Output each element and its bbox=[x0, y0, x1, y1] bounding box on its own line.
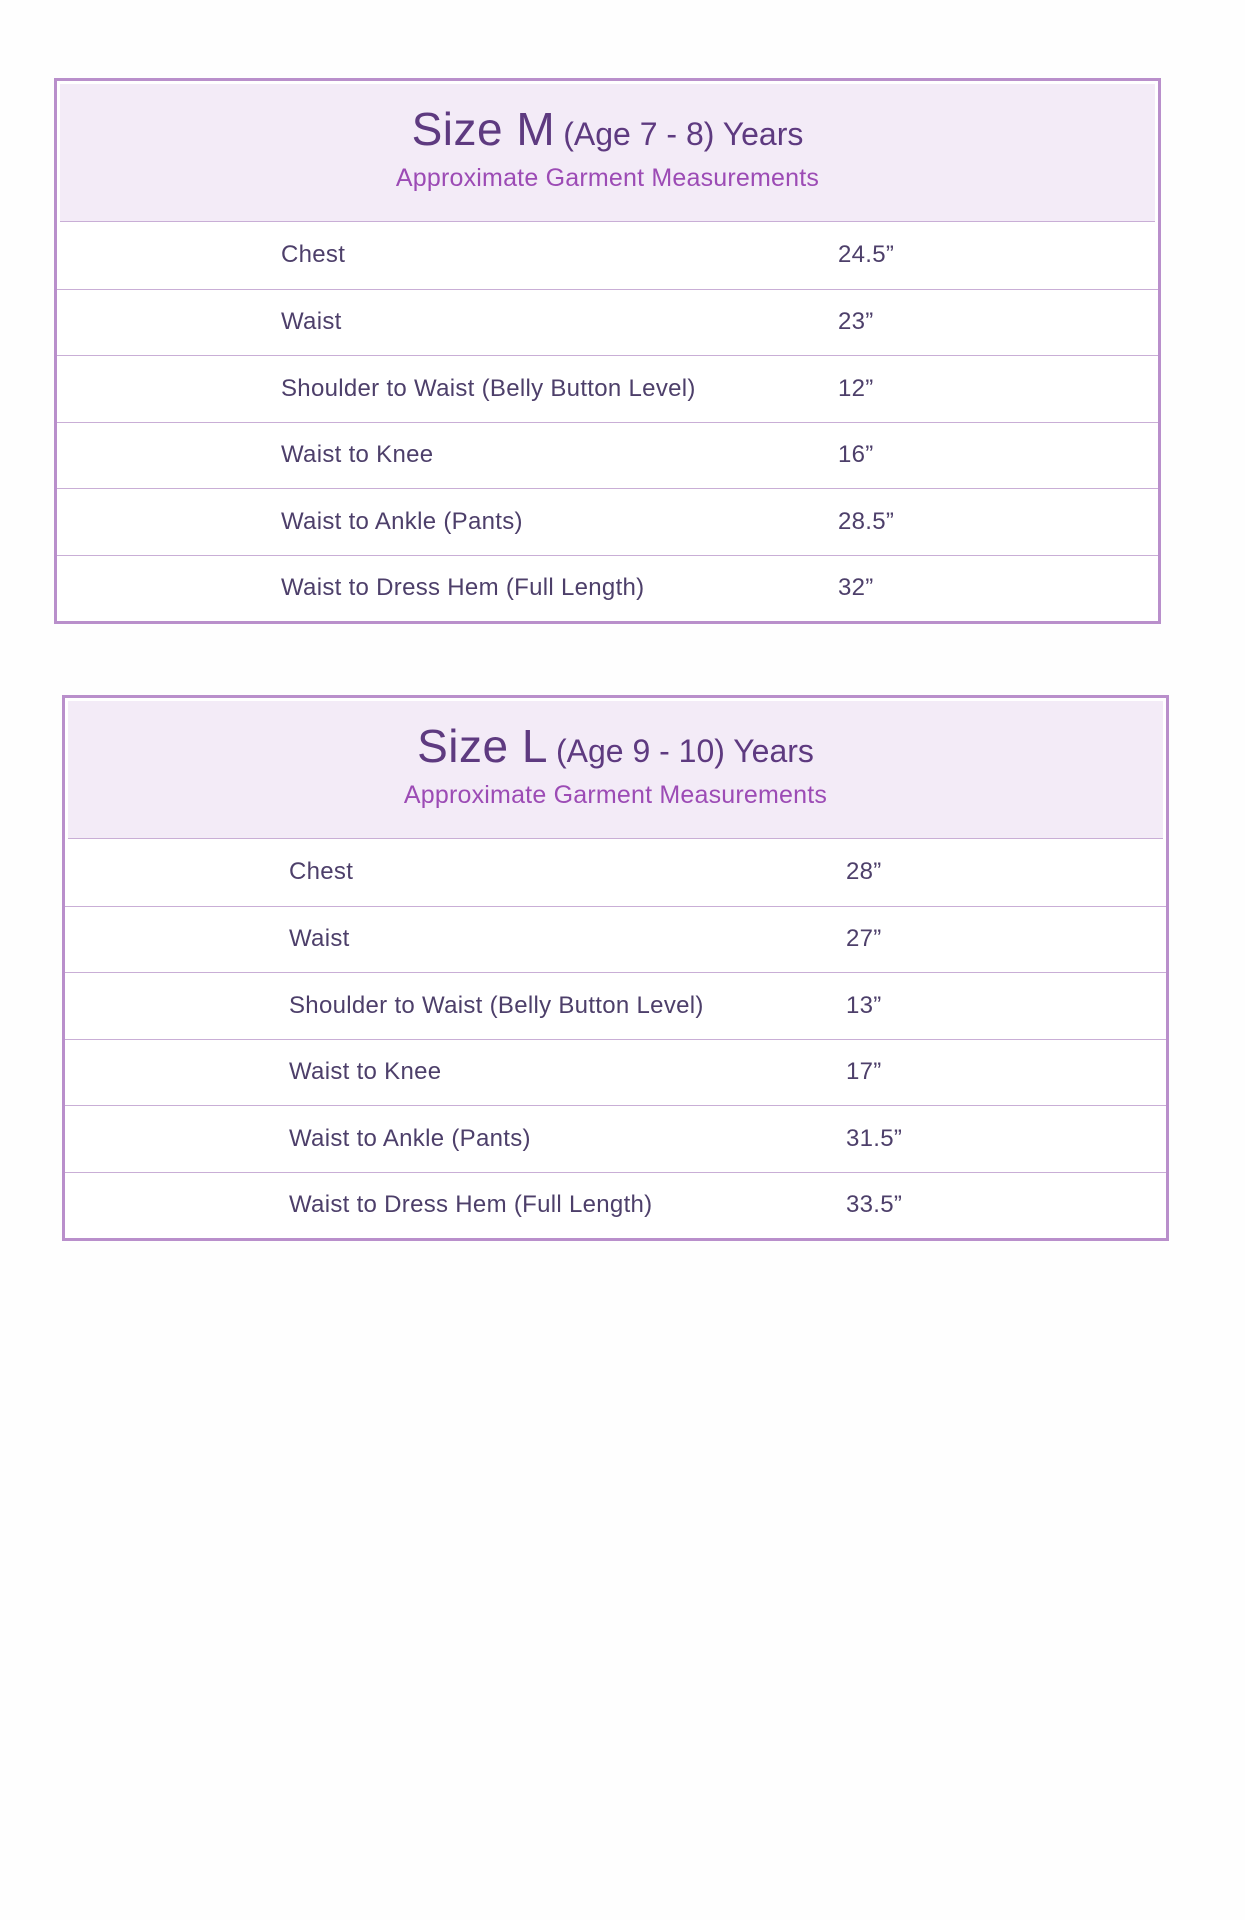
measurement-row-waist bbox=[57, 289, 1158, 356]
size-label: Size M bbox=[411, 103, 556, 155]
measurement-row-waist-to-knee bbox=[57, 422, 1158, 489]
measurement-value: 27” bbox=[846, 925, 882, 953]
measurement-label: Waist bbox=[281, 308, 342, 336]
measurement-value: 28” bbox=[846, 858, 882, 886]
measurement-row-waist-to-knee bbox=[65, 1039, 1166, 1106]
size-m-table bbox=[54, 78, 1161, 624]
table-subtitle: Approximate Garment Measurements bbox=[395, 164, 820, 192]
table-body bbox=[65, 839, 1166, 1238]
measurement-value: 17” bbox=[846, 1058, 882, 1086]
age-label: (Age 7 - 8) Years bbox=[563, 116, 804, 152]
size-l-table bbox=[62, 695, 1169, 1241]
measurement-row-chest bbox=[57, 222, 1158, 289]
measurement-value: 33.5” bbox=[846, 1191, 903, 1219]
table-title bbox=[60, 103, 1155, 155]
measurement-row-waist-to-dress-hem bbox=[65, 1172, 1166, 1239]
measurement-value: 13” bbox=[846, 991, 882, 1019]
measurement-row-waist-to-ankle bbox=[57, 488, 1158, 555]
measurement-row-waist-to-ankle bbox=[65, 1105, 1166, 1172]
size-label: Size L bbox=[417, 720, 548, 772]
measurement-value: 23” bbox=[838, 308, 874, 336]
table-body bbox=[57, 222, 1158, 621]
measurement-label: Waist to Knee bbox=[289, 1058, 442, 1086]
table-subtitle: Approximate Garment Measurements bbox=[403, 781, 828, 809]
measurement-label: Waist to Ankle (Pants) bbox=[289, 1124, 531, 1152]
measurement-label: Waist bbox=[289, 925, 350, 953]
table-header bbox=[68, 701, 1163, 839]
measurement-label: Waist to Dress Hem (Full Length) bbox=[289, 1191, 653, 1219]
measurement-label: Waist to Dress Hem (Full Length) bbox=[281, 574, 645, 602]
age-label: (Age 9 - 10) Years bbox=[555, 733, 814, 769]
measurement-label: Shoulder to Waist (Belly Button Level) bbox=[289, 991, 704, 1019]
measurement-value: 12” bbox=[838, 374, 874, 402]
measurement-row-waist bbox=[65, 906, 1166, 973]
measurement-label: Chest bbox=[281, 241, 346, 269]
measurement-value: 28.5” bbox=[838, 507, 895, 535]
measurement-row-waist-to-dress-hem bbox=[57, 555, 1158, 622]
measurement-row-chest bbox=[65, 839, 1166, 906]
measurement-value: 31.5” bbox=[846, 1124, 903, 1152]
measurement-value: 32” bbox=[838, 574, 874, 602]
measurement-row-shoulder-to-waist bbox=[57, 355, 1158, 422]
measurement-row-shoulder-to-waist bbox=[65, 972, 1166, 1039]
table-header bbox=[60, 84, 1155, 222]
measurement-label: Waist to Ankle (Pants) bbox=[281, 507, 523, 535]
measurement-value: 24.5” bbox=[838, 241, 895, 269]
measurement-value: 16” bbox=[838, 441, 874, 469]
table-title bbox=[68, 720, 1163, 772]
measurement-label: Shoulder to Waist (Belly Button Level) bbox=[281, 374, 696, 402]
measurement-label: Chest bbox=[289, 858, 354, 886]
measurement-label: Waist to Knee bbox=[281, 441, 434, 469]
